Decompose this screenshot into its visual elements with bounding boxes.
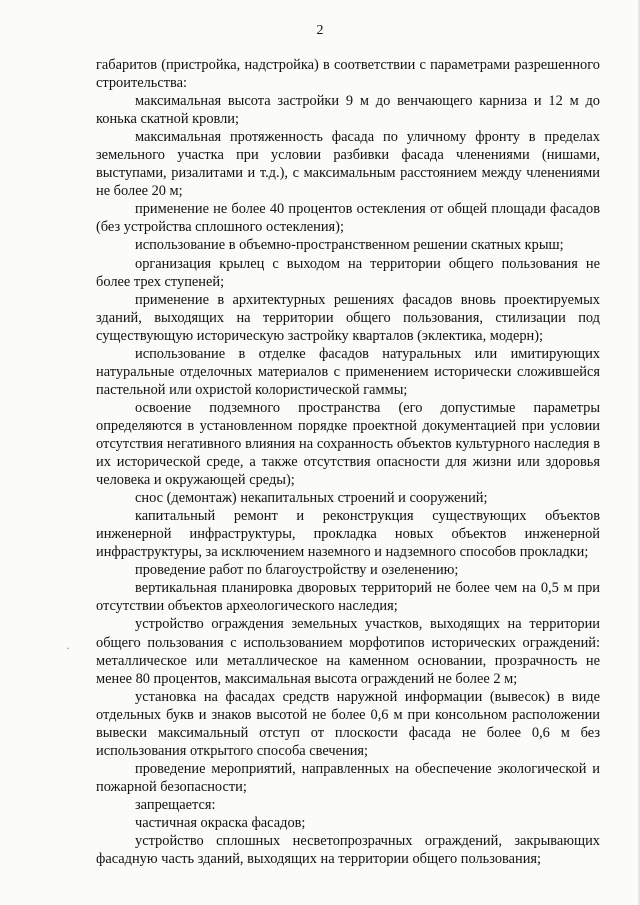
scan-dot: · [66,641,70,655]
paragraph: освоение подземного пространства (его допустимые параметры определяются в установленном порядке проектной документацией при условии отсутствия негативного влияния на сохранность объектов культурного наследия в их исторической среде, а также отсутствия опасности для жизни или здоровья человека и окружающей среды); [96,399,600,489]
paragraph: проведение мероприятий, направленных на обеспечение экологической и пожарной безопасности; [96,760,600,795]
paragraph: частичная окраска фасадов; [135,814,306,831]
page-number: 2 [316,23,324,38]
paragraph: устройство сплошных несветопрозрачных ограждений, закрывающих фасадную часть зданий, выходящих на территории общего пользования; [96,833,600,868]
paragraph: организация крылец с выходом на территории общего пользования не более трех ступеней; [96,255,600,290]
paragraph: запрещается: [135,796,216,813]
paragraph: габаритов (пристройка, надстройка) в соответствии с параметрами разрешенного строительства: [96,57,600,92]
paragraph: максимальная высота застройки 9 м до венчающего карниза и 12 м до конька скатной кровли; [96,93,600,128]
paragraph: проведение работ по благоустройству и озеленению; [135,562,459,579]
paragraph: применение не более 40 процентов остекления от общей площади фасадов (без устройства сплошного остекления); [96,201,600,236]
paragraph: вертикальная планировка дворовых территорий не более чем на 0,5 м при отсутствии объектов археологического наследия; [96,580,600,615]
paragraph: максимальная протяженность фасада по уличному фронту в пределах земельного участка при условии разбивки фасада членениями (нишами, выступами, ризалитами и т.д.), с максимальным расстоянием между членениями не более 20 м; [96,129,600,200]
paragraph: применение в архитектурных решениях фасадов вновь проектируемых зданий, выходящих на территории общего пользования, стилизации под существующую историческую застройку кварталов (эклектика, модерн); [96,291,600,344]
paragraph: капитальный ремонт и реконструкция существующих объектов инженерной инфраструктуры, прокладка новых объектов инженерной инфраструктуры, за исключением наземного и надземного способов прокладки; [96,508,600,561]
paragraph: использование в отделке фасадов натуральных или имитирующих натуральные отделочных материалов с применением исторически сложившейся пастельной или охристой колористической гаммы; [96,345,600,398]
paragraph: снос (демонтаж) некапитальных строений и сооружений; [135,490,488,507]
paragraph: установка на фасадах средств наружной информации (вывесок) в виде отдельных букв и знаков высотой не более 0,6 м при консольном расположении вывески максимальный отступ от плоскости фасада не более 0,6 м без использования открытого способа свечения; [96,688,600,759]
document-body [96,56,600,868]
paragraph: устройство ограждения земельных участков, выходящих на территории общего пользования с использованием морфотипов исторических ограждений: металлическое или металлическое на каменном основании, прозрачность не менее 80 процентов, максимальная высота ограждений не более 2 м; [96,616,600,687]
paragraph: использование в объемно-пространственном решении скатных крыш; [135,237,564,254]
